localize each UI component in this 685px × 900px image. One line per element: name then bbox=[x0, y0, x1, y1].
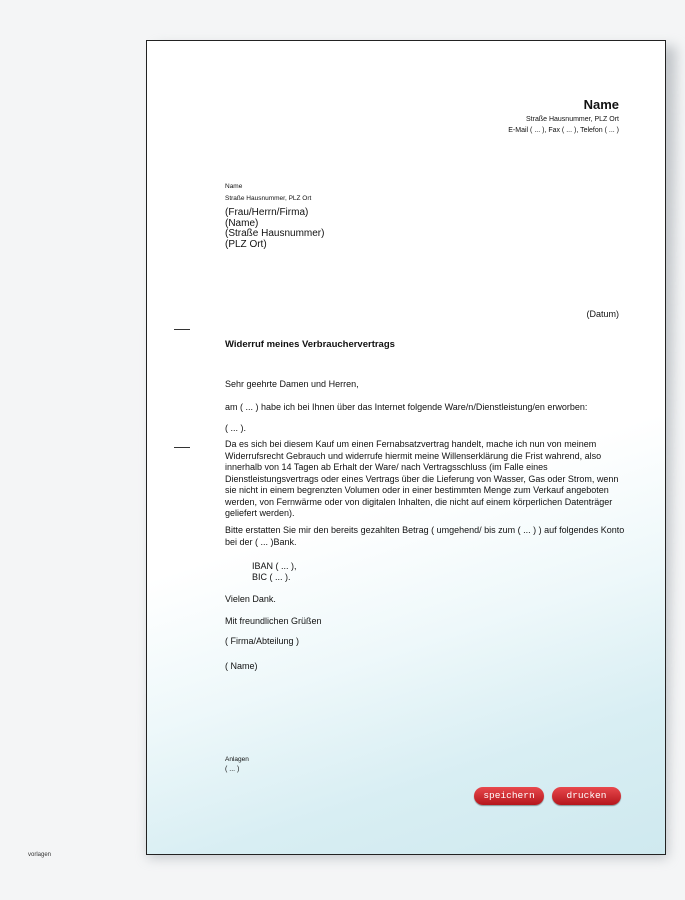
fold-mark bbox=[174, 329, 190, 330]
iban-line: IBAN ( ... ), bbox=[252, 561, 297, 571]
recipient-line: (Frau/Herrn/Firma) bbox=[225, 207, 309, 218]
watermark: vorlagen bbox=[28, 852, 52, 858]
letter-date: (Datum) bbox=[586, 309, 619, 319]
letterhead-name: Name bbox=[583, 97, 619, 112]
refund-paragraph: Bitte erstatten Sie mir den bereits gezahlten Betrag ( umgehend/ bis zum ( ... ) ) auf folgendes Konto bei der ( ... )Bank. bbox=[225, 525, 625, 547]
enclosures-label: Anlagen bbox=[225, 756, 249, 763]
item-placeholder: ( ... ). bbox=[225, 423, 246, 433]
letterhead-contact: E-Mail ( ... ), Fax ( ... ), Telefon ( ... ) bbox=[508, 127, 619, 134]
sender-line-address: Straße Hausnummer, PLZ Ort bbox=[225, 195, 312, 202]
bank-details bbox=[252, 561, 297, 583]
intro-line: am ( ... ) habe ich bei Ihnen über das Internet folgende Ware/n/Dienstleistung/en erworben: bbox=[225, 402, 588, 412]
print-button[interactable]: drucken bbox=[552, 787, 621, 805]
save-button[interactable]: speichern bbox=[474, 787, 544, 805]
thanks-line: Vielen Dank. bbox=[225, 594, 276, 604]
recipient-line: (PLZ Ort) bbox=[225, 238, 267, 250]
main-paragraph: Da es sich bei diesem Kauf um einen Fernabsatzvertrag handelt, mache ich nun von meinem Widerrufsrecht Gebrauch und widerrufe hiermit meine Willenserklärung die Frist wahrend, also innerhalb von 14 Tagen ab Erhalt der Ware/ nach Vertragsschluss (im Falle eines Dienstleistungsvertrags oder eines Vertrags über die Lieferung von Wasser, Gas oder Strom, wenn sie nicht in einem begrenzten Volumen oder in einer bestimmten Menge zum Verkauf angeboten werden, von Fernwärme oder von digitalen Inhalten, die nicht auf einem körperlichen Datenträger geliefert werden). bbox=[225, 439, 619, 518]
letterhead-address: Straße Hausnummer, PLZ Ort bbox=[526, 116, 619, 123]
letter-page bbox=[146, 40, 666, 855]
recipient-line: (Straße Hausnummer) bbox=[225, 228, 325, 239]
sender-line-name: Name bbox=[225, 183, 243, 190]
closing-line: Mit freundlichen Grüßen bbox=[225, 616, 322, 626]
recipient-line: (Name) bbox=[225, 217, 259, 229]
punch-mark bbox=[174, 447, 190, 448]
salutation: Sehr geehrte Damen und Herren, bbox=[225, 379, 359, 389]
signature-name: ( Name) bbox=[225, 661, 258, 671]
recipient-block bbox=[225, 208, 324, 250]
bic-line: BIC ( ... ). bbox=[252, 572, 291, 582]
enclosures-value: ( ... ) bbox=[225, 766, 240, 773]
firm-line: ( Firma/Abteilung ) bbox=[225, 636, 300, 646]
letter-subject: Widerruf meines Verbrauchervertrags bbox=[225, 339, 395, 350]
